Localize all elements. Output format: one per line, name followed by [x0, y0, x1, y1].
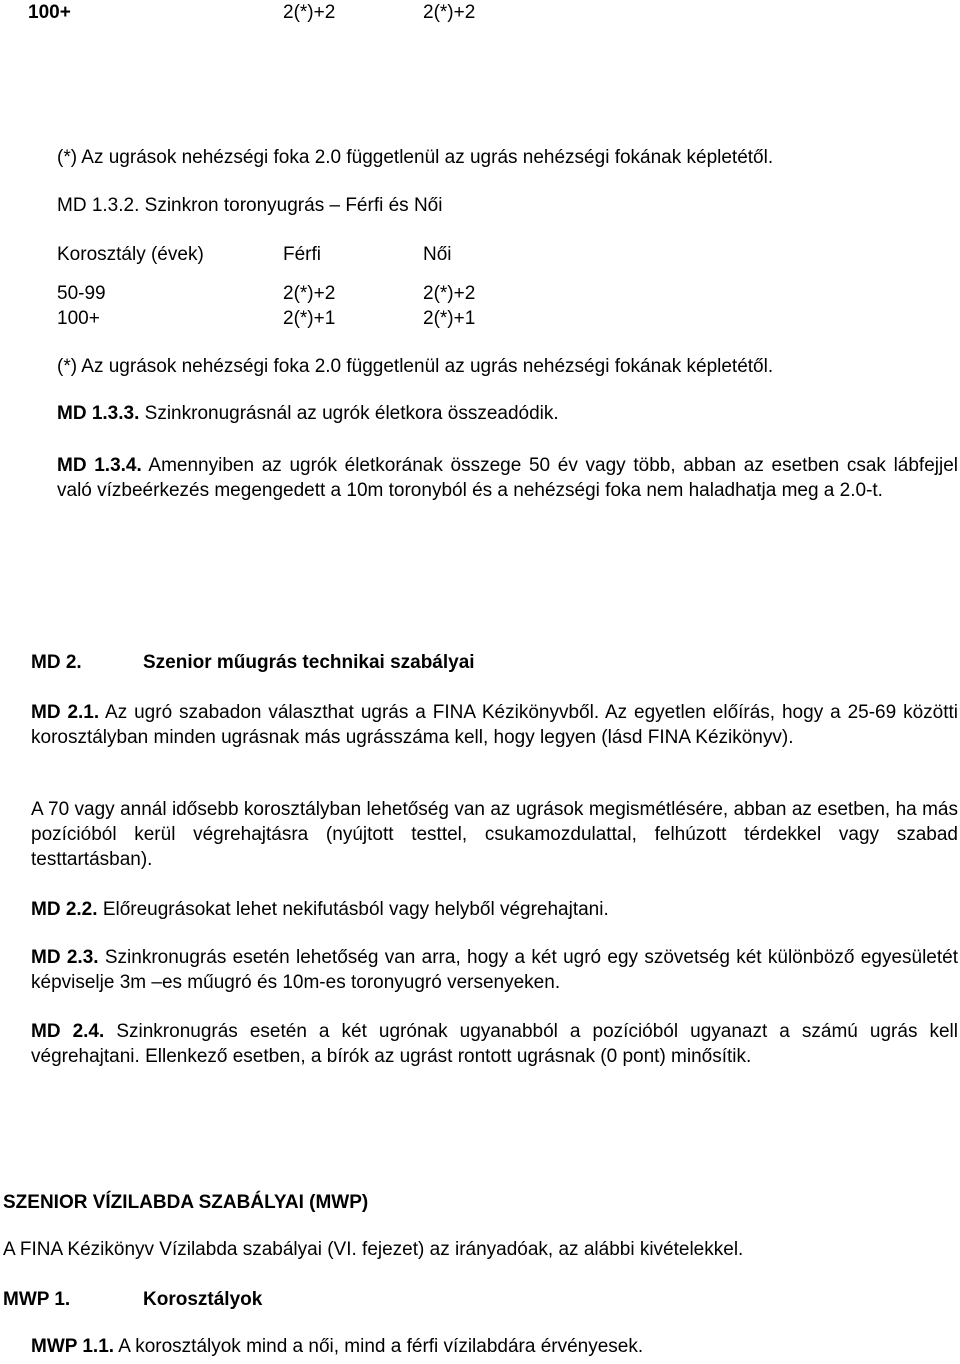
md133-paragraph [57, 404, 559, 423]
table-header-female: Női [423, 244, 452, 265]
md22-text: Előreugrásokat lehet nekifutásból vagy helyből végrehajtani. [102, 899, 609, 920]
mwp1-title: Korosztályok [143, 1289, 263, 1310]
md133-number: MD 1.3.3. [57, 403, 140, 424]
md132-heading [57, 196, 442, 215]
md133-text: Szinkronugrásnál az ugrók életkora összeadódik. [144, 403, 559, 424]
top-row-age: 100+ [28, 2, 71, 23]
md134-paragraph [57, 453, 958, 503]
md21-paragraph [31, 700, 958, 750]
table-row-1-age: 50-99 [57, 283, 106, 304]
md23-number: MD 2.3. [31, 947, 99, 968]
table-row-1-male: 2(*)+2 [283, 283, 336, 304]
table-row-2-female: 2(*)+1 [423, 308, 476, 329]
md21-paragraph-2: A 70 vagy annál idősebb korosztályban lehetőség van az ugrások megismétlésére, abban az esetben, ha más pozícióból kerül végrehajtásra (nyújtott testtel, csukamozdulattal, felhúzott térdekkel vagy szabad testtartásban). [31, 799, 958, 870]
top-row-male: 2(*)+2 [283, 2, 336, 23]
md134-text: Amennyiben az ugrók életkorának összege 50 év vagy több, abban az esetben csak lábfejjel való vízbeérkezés megengedett a 10m toronyból és a nehézségi foka nem haladhatja meg a 2.0-t. [57, 455, 958, 501]
md21-text: Az ugró szabadon választhat ugrás a FINA Kézikönyvből. Az egyetlen előírás, hogy a 25-69 közötti korosztályban minden ugrásnak más ugrásszáma kell, hogy legyen (lásd FINA Kézikönyv). [31, 702, 958, 748]
md2-title: Szenior műugrás technikai szabályai [143, 652, 475, 673]
top-row-female: 2(*)+2 [423, 2, 476, 23]
md134-number: MD 1.3.4. [57, 455, 142, 476]
mwp11-paragraph [31, 1337, 643, 1356]
table-row-2-age: 100+ [57, 308, 100, 329]
md23-text: Szinkronugrás esetén lehetőség van arra, hogy a két ugró egy szövetség két különböző egyesületét képviselje 3m –es műugró és 10m-es toronyugró versenyeken. [31, 947, 958, 993]
md2-number: MD 2. [31, 652, 82, 673]
table-header-male: Férfi [283, 244, 321, 265]
md132-number: MD 1.3.2. [57, 195, 140, 216]
mwp11-text: A korosztályok mind a női, mind a férfi vízilabdára érvényesek. [118, 1336, 644, 1357]
md24-text: Szinkronugrás esetén a két ugrónak ugyanabból a pozícióból ugyanazt a számú ugrás kell végrehajtani. Ellenkező esetben, a bírók az ugrást rontott ugrásnak (0 pont) minősítik. [31, 1021, 958, 1067]
md22-paragraph [31, 900, 609, 919]
mwp-title: SZENIOR VÍZILABDA SZABÁLYAI (MWP) [3, 1192, 369, 1213]
mwp1-number: MWP 1. [3, 1289, 71, 1310]
note-1: (*) Az ugrások nehézségi foka 2.0 függetlenül az ugrás nehézségi fokának képletétől. [57, 147, 774, 168]
mwp11-number: MWP 1.1. [31, 1336, 115, 1357]
md23-paragraph [31, 945, 958, 995]
md24-paragraph [31, 1019, 958, 1069]
table-row-1-female: 2(*)+2 [423, 283, 476, 304]
note-2: (*) Az ugrások nehézségi foka 2.0 függetlenül az ugrás nehézségi fokának képletétől. [57, 356, 774, 377]
table-header-age: Korosztály (évek) [57, 244, 204, 265]
md132-title: Szinkron toronyugrás – Férfi és Női [144, 195, 443, 216]
mwp-intro: A FINA Kézikönyv Vízilabda szabályai (VI. fejezet) az irányadóak, az alábbi kivételekkel. [3, 1239, 744, 1260]
table-row-2-male: 2(*)+1 [283, 308, 336, 329]
md21-number: MD 2.1. [31, 702, 100, 723]
md22-number: MD 2.2. [31, 899, 98, 920]
md24-number: MD 2.4. [31, 1021, 105, 1042]
